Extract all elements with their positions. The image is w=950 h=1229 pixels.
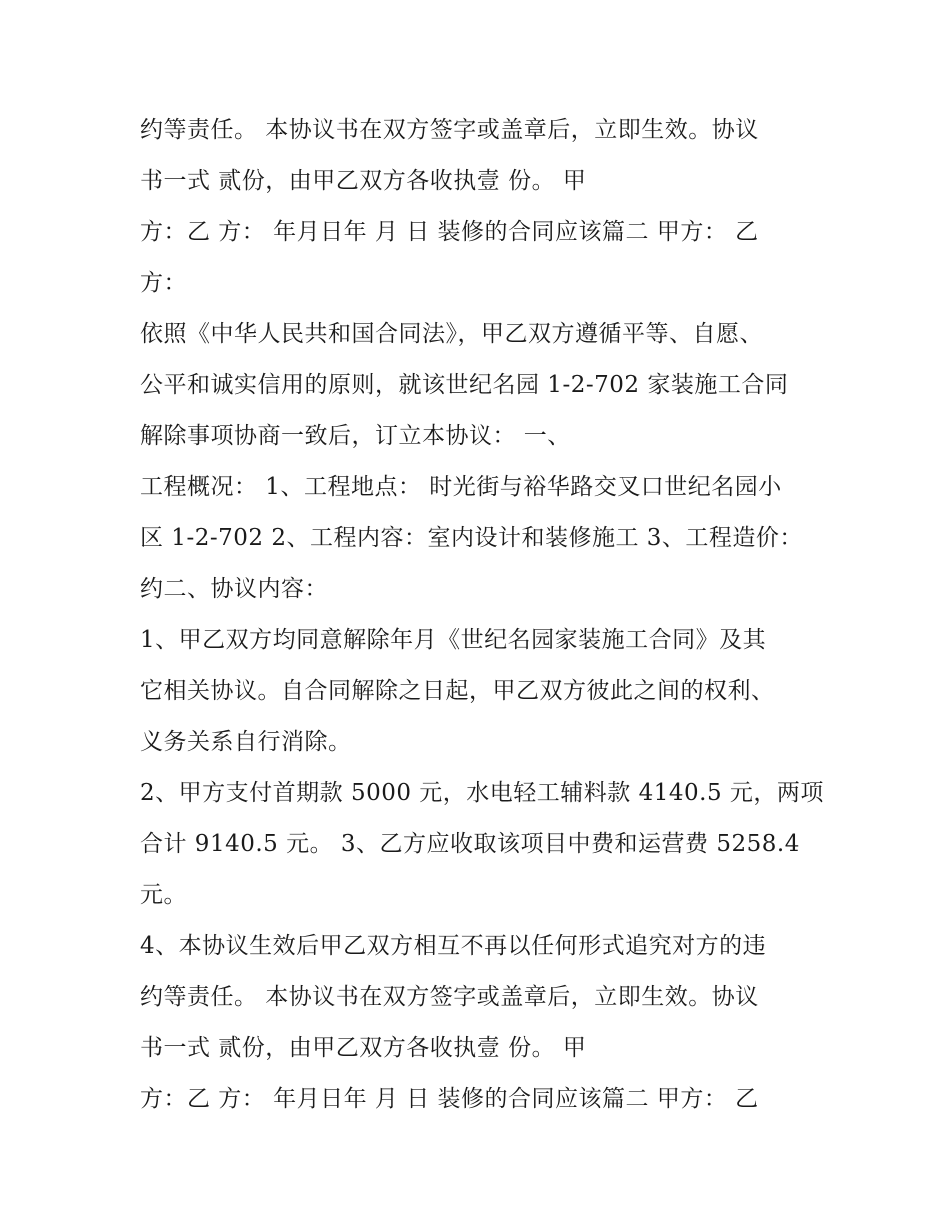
text-line: 约等责任。 本协议书在双方签字或盖章后，立即生效。协议 — [140, 984, 759, 1010]
text-line: 方：乙 方： 年月日年 月 日 装修的合同应该篇二 甲方： 乙 — [140, 1086, 759, 1112]
text-line: 合计 9140.5 元。 3、乙方应收取该项目中费和运营费 5258.4 — [140, 831, 800, 857]
text-line: 约二、协议内容： — [140, 576, 328, 602]
text-line: 2、甲方支付首期款 5000 元，水电轻工辅料款 4140.5 元，两项 — [140, 780, 824, 806]
text-line: 元。 — [140, 882, 187, 908]
text-line: 书一式 贰份，由甲乙双方各收执壹 份。 甲 — [140, 1035, 587, 1061]
text-line: 工程概况： 1、工程地点： 时光街与裕华路交叉口世纪名园小 — [140, 474, 782, 500]
text-line: 义务关系自行消除。 — [140, 729, 352, 755]
text-line: 方：乙 方： 年月日年 月 日 装修的合同应该篇二 甲方： 乙 — [140, 219, 759, 245]
text-line: 公平和诚实信用的原则，就该世纪名园 1-2-702 家装施工合同 — [140, 372, 789, 398]
text-line: 书一式 贰份，由甲乙双方各收执壹 份。 甲 — [140, 168, 587, 194]
text-line: 4、本协议生效后甲乙双方相互不再以任何形式追究对方的违 — [140, 933, 767, 959]
text-line: 区 1-2-702 2、工程内容：室内设计和装修施工 3、工程造价： — [140, 525, 803, 551]
text-line: 约等责任。 本协议书在双方签字或盖章后，立即生效。协议 — [140, 117, 759, 143]
text-line: 方： — [140, 270, 187, 296]
text-line: 它相关协议。自合同解除之日起，甲乙双方彼此之间的权利、 — [140, 678, 775, 704]
text-line: 解除事项协商一致后，订立本协议： 一、 — [140, 423, 571, 449]
text-line: 依照《中华人民共和国合同法》，甲乙双方遵循平等、自愿、 — [140, 321, 763, 347]
document-body — [140, 108, 824, 1128]
text-line: 1、甲乙双方均同意解除年月《世纪名园家装施工合同》及其 — [140, 627, 767, 653]
